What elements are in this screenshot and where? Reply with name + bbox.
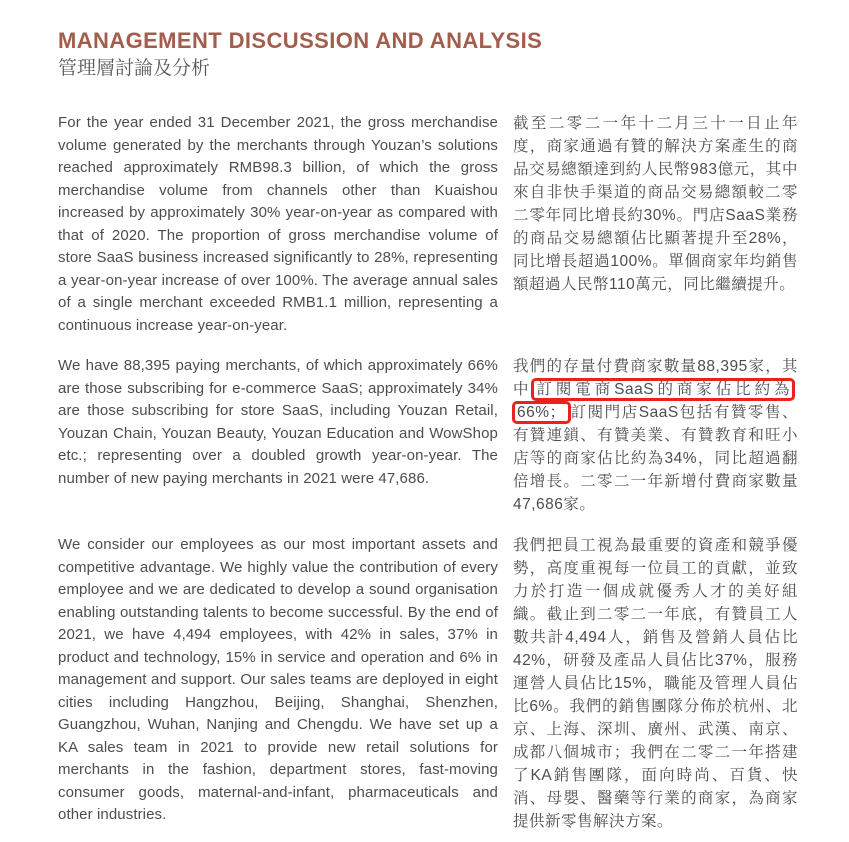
zh-merchants-after-highlight: 訂閱門店SaaS包括有贊零售、有贊連鎖、有贊美業、有贊教育和旺小店等的商家佔比約為34%，同比超過翻倍增長。二零二一年新增付費商家數量47,686家。 [513, 404, 798, 513]
highlight-box: 訂閱電商SaaS的商家佔比約為66%； [512, 378, 795, 424]
paragraph-en-employees: We consider our employees as our most important assets and competitive advantage. We highly value the contribution of every employee and we are dedicated to develop a sound organisation enabling outstanding talents to become successful. By the end of 2021, we have 4,494 employees, with 42% in sales, 37% in product and technology, 15% in service and operation and 6% in management and support. Our sales teams are deployed in eight cities including Hangzhou, Beijing, Shanghai, Shenzhen, Guangzhou, Wuhan, Nanjing and Chengdu. We have set up a KA sales team in 2021 to provide new retail solutions for merchants in the fashion, department stores, fast-moving consumer goods, maternal-and-infant, pharmaceuticals and other industries. [58, 536, 498, 823]
paragraph-en-merchants: We have 88,395 paying merchants, of which approximately 66% are those subscribing for e-commerce SaaS; approximately 34% are those subscribing for store SaaS, including Youzan Retail, Youzan Chain, Youzan Beauty, Youzan Education and WowShop etc.; representing over a doubled growth year-on-year. The number of new paying merchants in 2021 were 47,686. [58, 357, 498, 487]
page-subtitle: 管理層討論及分析 [58, 58, 211, 79]
paragraph-en-gmv: For the year ended 31 December 2021, the gross merchandise volume generated by the merchants through Youzan’s solutions reached approximately RMB98.3 billion, of which the gross merchandise volume from channels other than Kuaishou increased by approximately 30% year-on-year as compared with that of 2020. The proportion of gross merchandise volume of store SaaS business increased significantly to 28%, representing a year-on-year increase of over 100%. The average annual sales of a single merchant exceeded RMB1.1 million, representing a continuous increase year-on-year. [58, 114, 498, 334]
page-header [58, 28, 798, 81]
zh-merchants-before-highlight: 我們的存量付費商家數量88,395家，其中 [513, 358, 798, 398]
page-title: MANAGEMENT DISCUSSION AND ANALYSIS [58, 28, 543, 53]
two-column-body [58, 112, 798, 833]
paragraph-zh-gmv: 截至二零二一年十二月三十一日止年度，商家通過有贊的解決方案產生的商品交易總額達到約人民幣983億元，其中來自非快手渠道的商品交易總額較二零二零年同比增長約30%。門店SaaS業務的商品交易總額佔比顯著提升至28%，同比增長超過100%。單個商家年均銷售額超過人民幣110萬元，同比繼續提升。 [513, 115, 798, 293]
paragraph-zh-merchants [513, 355, 798, 516]
paragraph-zh-employees: 我們把員工視為最重要的資產和競爭優勢，高度重視每一位員工的貢獻，並致力於打造一個成就優秀人才的美好組織。截止到二零二一年底，有贊員工人數共計4,494人，銷售及營銷人員佔比42%，研發及產品人員佔比37%，服務運營人員佔比15%，職能及管理人員佔比6%。我們的銷售團隊分佈於杭州、北京、上海、深圳、廣州、武漢、南京、成都八個城市；我們在二零二一年搭建了KA銷售團隊，面向時尚、百貨、快消、母嬰、醫藥等行業的商家，為商家提供新零售解決方案。 [513, 537, 798, 830]
